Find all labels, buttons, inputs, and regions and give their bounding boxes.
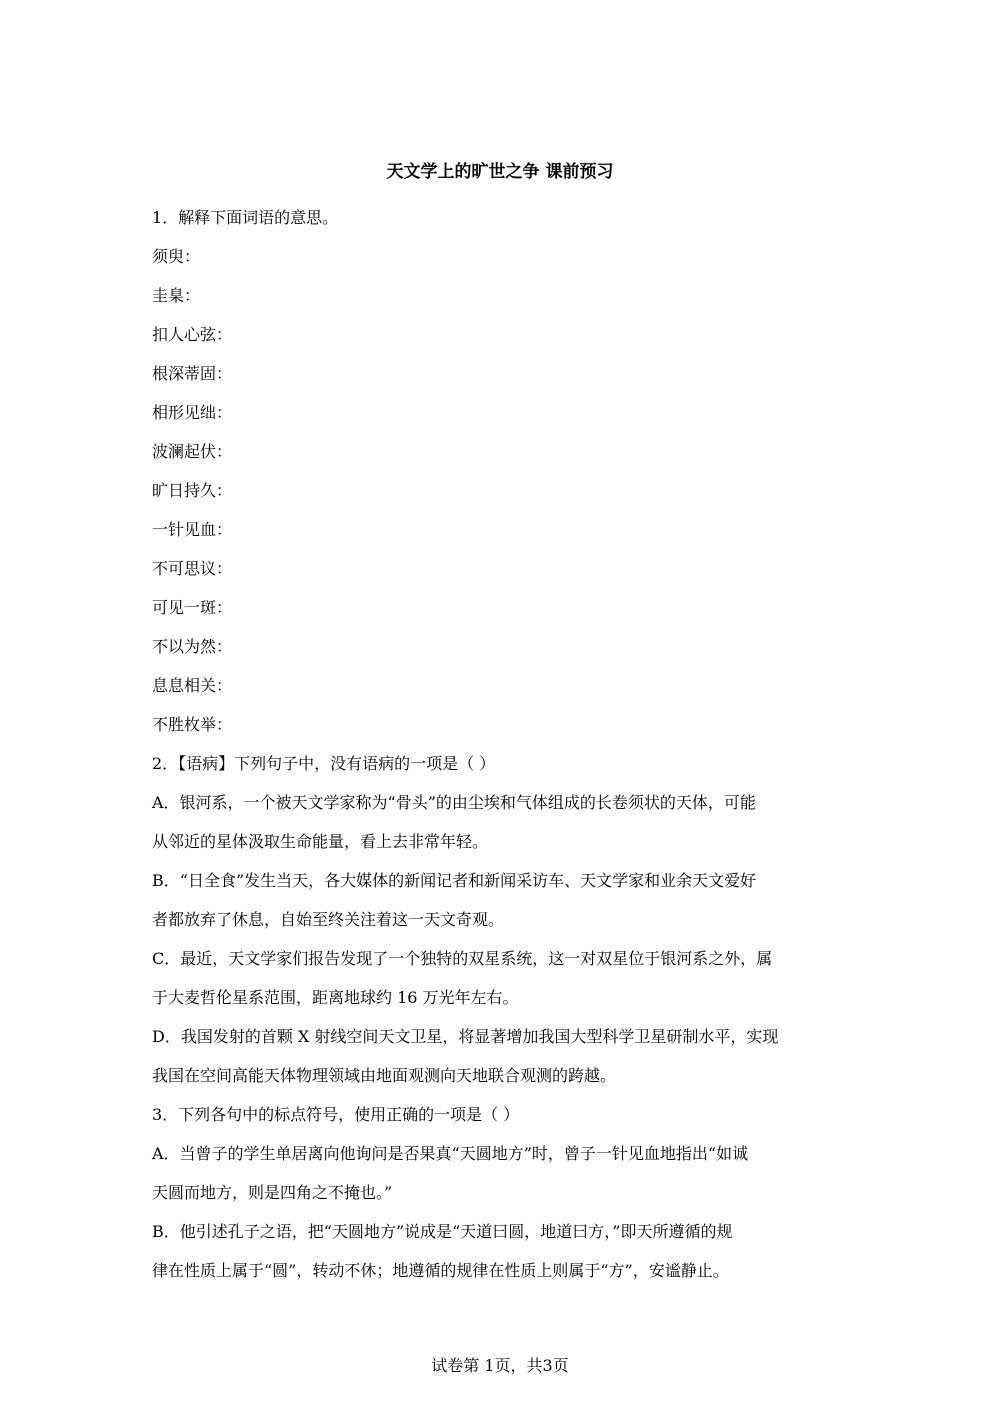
- q2-option-d-line-2: 我国在空间高能天体物理领域由地面观测向天地联合观测的跨越。: [152, 1066, 617, 1085]
- term-item: 须臾：: [152, 247, 201, 266]
- q2-option-b-line-2: 者都放弃了休息，自始至终关注着这一天文奇观。: [152, 910, 505, 929]
- q3-option-b-line-1: B．他引述孔子之语，把“天圆地方”说成是“天道曰圆，地道曰方，”即天所遵循的规: [152, 1222, 733, 1241]
- q2-option-a-line-1: A．银河系，一个被天文学家称为“骨头”的由尘埃和气体组成的长卷须状的天体，可能: [152, 793, 756, 812]
- term-item: 可见一斑：: [152, 598, 233, 617]
- term-item: 不胜枚举：: [152, 715, 233, 734]
- term-item: 息息相关：: [152, 676, 233, 695]
- question-3-stem: 3．下列各句中的标点符号，使用正确的一项是（ ）: [152, 1105, 520, 1124]
- q3-option-a-line-1: A．当曾子的学生单居离向他询问是否果真“天圆地方”时，曾子一针见血地指出“如诚: [152, 1144, 749, 1163]
- question-1-stem: 1．解释下面词语的意思。: [152, 208, 339, 227]
- term-item: 扣人心弦：: [152, 325, 233, 344]
- term-item: 波澜起伏：: [152, 442, 233, 461]
- term-item: 根深蒂固：: [152, 364, 233, 383]
- page-footer: 试卷第 1页，共3页: [431, 1356, 569, 1375]
- term-item: 相形见绌：: [152, 403, 233, 422]
- term-item: 不以为然：: [152, 637, 233, 656]
- q2-option-c-line-1: C．最近，天文学家们报告发现了一个独特的双星系统，这一对双星位于银河系之外，属: [152, 949, 773, 968]
- term-item: 旷日持久：: [152, 481, 233, 500]
- term-item: 圭臬：: [152, 286, 201, 305]
- document-title: 天文学上的旷世之争 课前预习: [386, 162, 614, 182]
- q3-option-b-line-2: 律在性质上属于“圆”，转动不休；地遵循的规律在性质上则属于“方”，安谧静止。: [152, 1261, 729, 1280]
- question-2-stem: 2．【语病】下列句子中，没有语病的一项是（ ）: [152, 754, 496, 773]
- q2-option-b-line-1: B．“日全食”发生当天，各大媒体的新闻记者和新闻采访车、天文学家和业余天文爱好: [152, 871, 757, 890]
- q3-option-a-line-2: 天圆而地方，则是四角之不掩也。”: [152, 1183, 393, 1202]
- term-item: 不可思议：: [152, 559, 233, 578]
- q2-option-a-line-2: 从邻近的星体汲取生命能量，看上去非常年轻。: [152, 832, 489, 851]
- term-item: 一针见血：: [152, 520, 233, 539]
- q2-option-d-line-1: D．我国发射的首颗 X 射线空间天文卫星，将显著增加我国大型科学卫星研制水平，实现: [152, 1027, 779, 1046]
- exam-content: [152, 198, 842, 1290]
- q2-option-c-line-2: 于大麦哲伦星系范围，距离地球约 16 万光年左右。: [152, 988, 519, 1007]
